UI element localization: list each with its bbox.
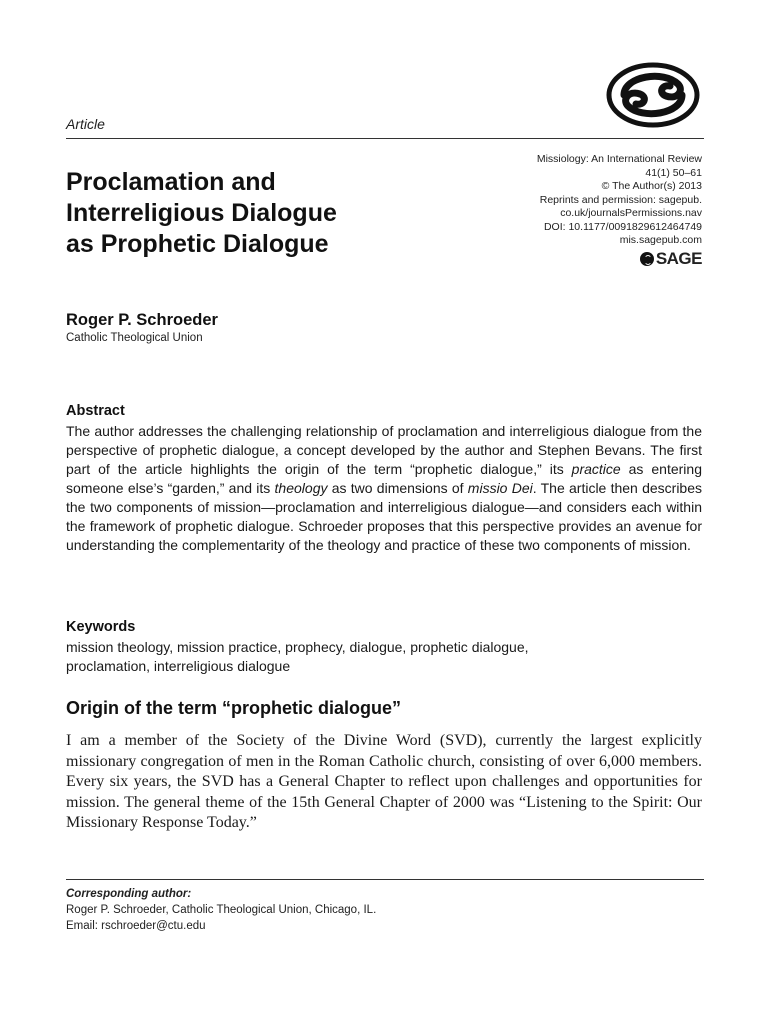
- author-affiliation: Catholic Theological Union: [66, 332, 203, 344]
- reprints-line-1: Reprints and permission: sagepub.: [539, 193, 702, 206]
- keywords-heading: Keywords: [66, 619, 136, 635]
- abstract-text: [66, 422, 702, 555]
- section-heading: Origin of the term “prophetic dialogue”: [66, 698, 402, 718]
- corresponding-author-email[interactable]: Email: rschroeder@ctu.edu: [66, 920, 206, 932]
- abstract-emphasis-missio-dei: missio Dei: [467, 480, 533, 496]
- abstract-part-4: . The article then describes the two components of mission—proclamation and interreligious dialogue—and considers each within the framework of prophetic dialogue. Schroeder proposes that this perspective provides an avenue for understanding the complementarity of the theology and practice of these two components of mission.: [66, 480, 702, 553]
- title-line-3: as Prophetic Dialogue: [66, 230, 329, 258]
- doi-line[interactable]: DOI: 10.1177/0091829612464749: [543, 220, 702, 233]
- publisher-logo: [442, 248, 702, 268]
- corresponding-author-address: Roger P. Schroeder, Catholic Theological Union, Chicago, IL.: [66, 904, 377, 916]
- keywords-line-2: proclamation, interreligious dialogue: [66, 658, 291, 674]
- header-divider: [66, 138, 704, 139]
- abstract-part-3: as two dimensions of: [327, 480, 468, 496]
- sage-swirl-logo-icon: [604, 62, 702, 128]
- article-type-label: Article: [66, 116, 105, 132]
- corresponding-author-label: Corresponding author:: [66, 888, 192, 900]
- publisher-name: SAGE: [655, 248, 702, 268]
- author-name: Roger P. Schroeder: [66, 311, 218, 329]
- corresponding-author-block: [66, 886, 376, 934]
- title-line-2: Interreligious Dialogue: [66, 199, 337, 227]
- journal-metadata: [442, 153, 702, 266]
- journal-volume: 41(1) 50–61: [645, 166, 702, 179]
- article-title: [66, 167, 446, 260]
- abstract-emphasis-practice: practice: [571, 461, 621, 477]
- journal-name: Missiology: An International Review: [536, 153, 702, 165]
- title-line-1: Proclamation and: [66, 168, 276, 196]
- section-body-text: I am a member of the Society of the Divine Word (SVD), currently the largest explicitly missionary congregation of men in the Roman Catholic church, consisting of over 6,000 members. Every six years, the SVD has a General Chapter to reflect upon challenges and opportunities for mission. The general theme of the 15th General Chapter of 2000 was “Listening to the Spirit: Our Missionary Response Today.”: [66, 732, 702, 831]
- keywords-line-1: mission theology, mission practice, prophecy, dialogue, prophetic dialogue,: [66, 639, 529, 655]
- abstract-part-1: The author addresses the challenging relationship of proclamation and interreligious dialogue from the perspective of prophetic dialogue, a concept developed by the author and Stephen Bevans. The first part of the article highlights the origin of the term “prophetic dialogue,” its: [66, 423, 702, 477]
- keywords-list: [66, 638, 702, 676]
- journal-site-link[interactable]: mis.sagepub.com: [619, 234, 702, 246]
- sage-mark-icon: [640, 252, 654, 266]
- footnote-divider: [66, 879, 704, 880]
- copyright-line: © The Author(s) 2013: [601, 180, 702, 192]
- abstract-part-2: as entering someone else’s “garden,” and its: [66, 461, 702, 496]
- abstract-emphasis-theology: theology: [274, 480, 328, 496]
- abstract-heading: Abstract: [66, 403, 125, 419]
- reprints-link[interactable]: co.uk/journalsPermissions.nav: [560, 207, 702, 219]
